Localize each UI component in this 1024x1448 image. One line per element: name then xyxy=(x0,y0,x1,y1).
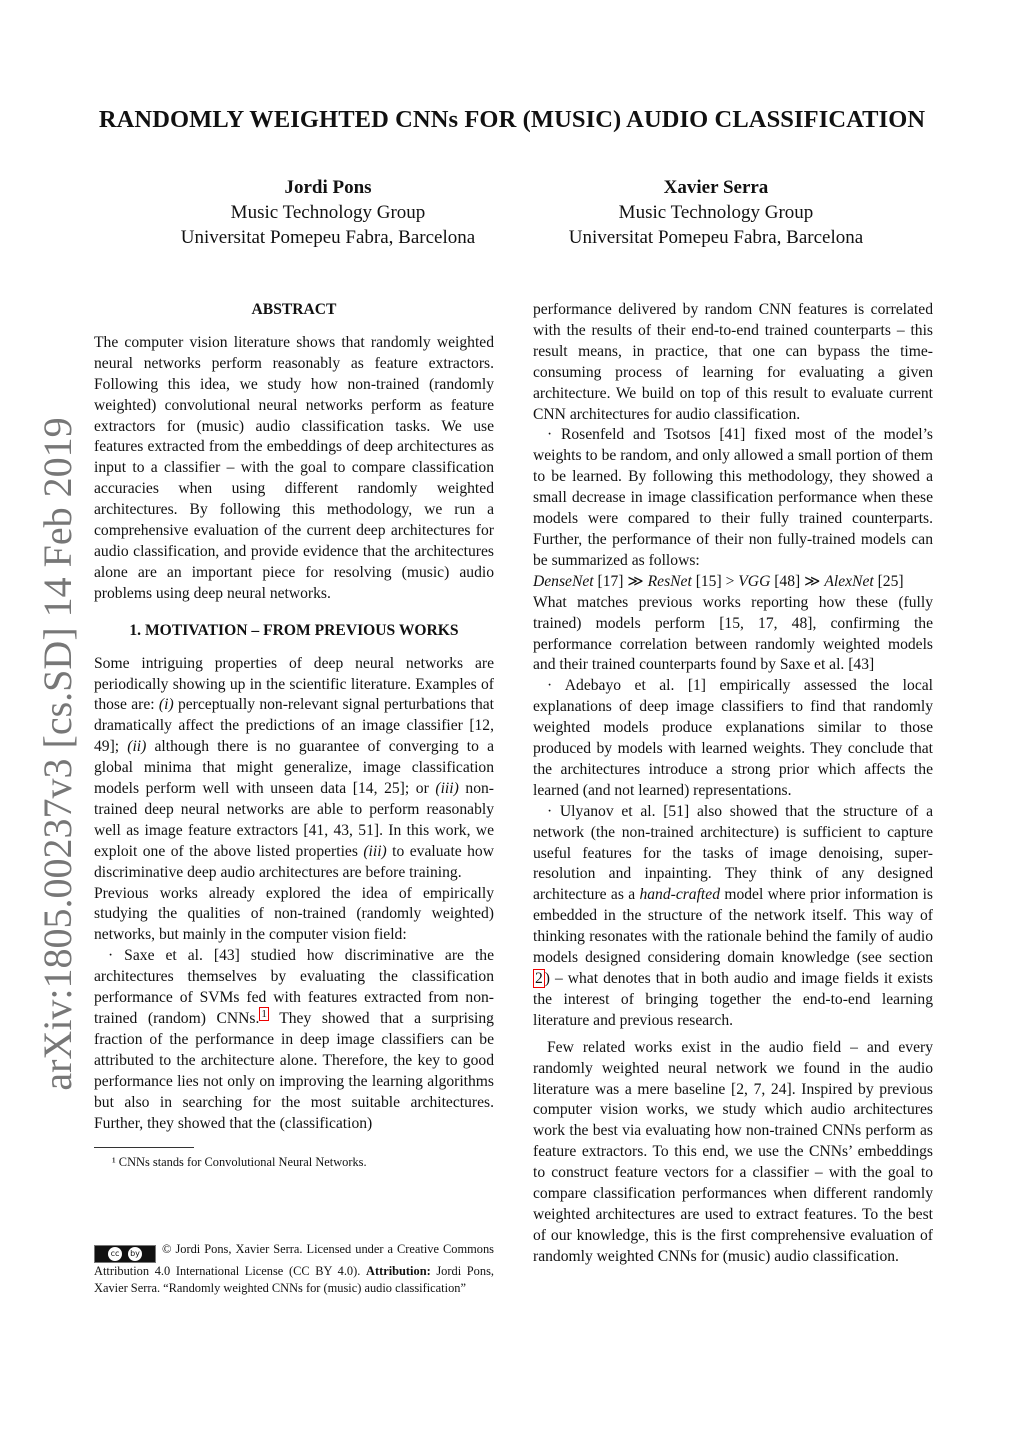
paragraph: · Saxe et al. [43] studied how discriminative are the architectures themselves by evaluating the classification performance of SVMs fed with features extracted from non-trained (random) CNNs. $^1$ They showed that a surprising fraction of the performance in deep image classifiers can be attributed to the architecture alone. Therefore, the key to good performance lies not only on improving the learning algorithms but also in searching for the most suitable architectures. Further, they showed that the (classification) xyxy=(94,947,494,1132)
author-block-1 xyxy=(148,175,508,250)
author-name: Jordi Pons xyxy=(284,177,372,198)
paragraph: Previous works already explored the idea of empirically studying the qualities of non-trained (randomly weighted) networks, but mainly in the computer vision field: xyxy=(94,884,494,944)
author-affiliation: Music Technology Group xyxy=(618,202,814,223)
paragraph: Some intriguing properties of deep neural networks are periodically showing up in the scientific literature. Examples of those are: (i) perceptually non-relevant signal perturbations that dramatically affect the predictions of an image classifier [12, 49]; (ii) although there is no guarantee of converging to a global minima that might generalize, image classification models perform well with unseen data [14, 25]; or (iii) non-trained deep neural networks are able to perform reasonably well as image feature extractors [41, 43, 51]. In this work, we exploit one of the above listed properties (iii) to evaluate how discriminative deep audio architectures are before training. xyxy=(94,654,494,881)
abstract-heading: ABSTRACT xyxy=(251,301,337,318)
paper-title: RANDOMLY WEIGHTED CNNs FOR (MUSIC) AUDIO CLASSIFICATION xyxy=(98,106,926,133)
abstract-text: The computer vision literature shows that randomly weighted neural networks perform reasonably as feature extractors. Following this idea, we study how non-trained (randomly weighted) convolutional neural networks perform as feature extractors for (music) audio classification tasks. We use features extracted from the embeddings of deep architectures as input to a classifier – with the goal to compare classification accuracies when using different randomly weighted architectures. By following this methodology, we run a comprehensive evaluation of the current deep architectures for audio classification, and provide evidence that the architectures alone are an important piece for resolving (music) audio problems using deep neural networks. xyxy=(94,333,494,602)
paragraph: · Ulyanov et al. [51] also showed that the structure of a network (the non-trained architecture) is sufficient to capture useful features for the tasks of image denoising, super-resolution and inpainting. They think of any designed architecture as a hand-crafted model where prior information is embedded in the structure of the network itself. This way of thinking resonates with the rationale behind the family of audio models designed considering domain knowledge (see section 2 ) – what denotes that in both audio and image fields it exists the interest of bringing together the end-to-end learning literature and previous research. xyxy=(533,802,933,1029)
paragraph: performance delivered by random CNN features is correlated with the results of their end-to-end trained counterparts – this result means, in practice, that one can bypass the time-consuming process of learning for evaluating a given architecture. We build on top of this result to evaluate current CNN architectures for audio classification. xyxy=(533,301,933,423)
author-affiliation: Music Technology Group xyxy=(230,202,426,223)
author-name: Xavier Serra xyxy=(663,177,769,198)
section-link[interactable]: 2 xyxy=(535,970,543,987)
paragraph: · Rosenfeld and Tsotsos [41] fixed most of the model’s weights to be random, and only allowed a small portion of them to be learned. By following this methodology, they showed a small decrease in image classification performance when these models were compared to their fully trained counterparts. Further, the performance of their non fully-trained models can be summarized as follows: xyxy=(533,426,933,569)
cc-by-license-icon: cc by xyxy=(94,1245,156,1263)
ranking-line: DenseNet [17] ≫ ResNet [15] > VGG [48] ≫ AlexNet [25] xyxy=(533,572,904,590)
right-column xyxy=(533,300,933,1268)
arxiv-sidebar-stamp: arXiv:1805.00237v3 [cs.SD] 14 Feb 2019 xyxy=(35,417,80,1091)
footnote-divider xyxy=(94,1147,194,1148)
author-institution: Universitat Pomepeu Fabra, Barcelona xyxy=(568,227,864,248)
section-heading: 1. MOTIVATION – FROM PREVIOUS WORKS xyxy=(129,621,459,639)
left-column xyxy=(94,300,494,1170)
author-institution: Universitat Pomepeu Fabra, Barcelona xyxy=(180,227,476,248)
footnote: ¹ CNNs stands for Convolutional Neural Networks. xyxy=(112,1154,367,1169)
license-notice: cc by © Jordi Pons, Xavier Serra. Licensed under a Creative Commons Attribution 4.0 International License (CC BY 4.0). Attribution: Jordi Pons, Xavier Serra. “Randomly weighted CNNs for (music) audio classification” xyxy=(94,1242,494,1295)
author-block-2 xyxy=(536,175,896,250)
paragraph: What matches previous works reporting how these (fully trained) models perform [15, 17, 48], confirming the performance correlation between randomly weighted models and their trained counterparts found by Saxe et al. [43] xyxy=(533,593,933,674)
footnote-link[interactable]: 1 xyxy=(261,1008,267,1020)
paragraph: · Adebayo et al. [1] empirically assessed the local explanations of deep image classifiers to find that randomly weighted models produce explanations similar to those produced by models with learned weights. They conclude that the architectures introduce a strong prior which affects the learned (and not learned) representations. xyxy=(533,677,933,799)
paragraph: Few related works exist in the audio field – and every randomly weighted neural network we found in the audio literature was a mere baseline [2, 7, 24]. Inspired by previous computer vision works, we study which audio architectures work the best via evaluating how non-trained CNNs perform as feature extractors. To this end, we use the CNNs’ embeddings to construct feature vectors for a classifier – with the goal to compare classification performances when different randomly weighted architectures are used to extract features. To the best of our knowledge, this is the first comprehensive evaluation of randomly weighted CNNs for (music) audio classification. xyxy=(533,1038,933,1265)
